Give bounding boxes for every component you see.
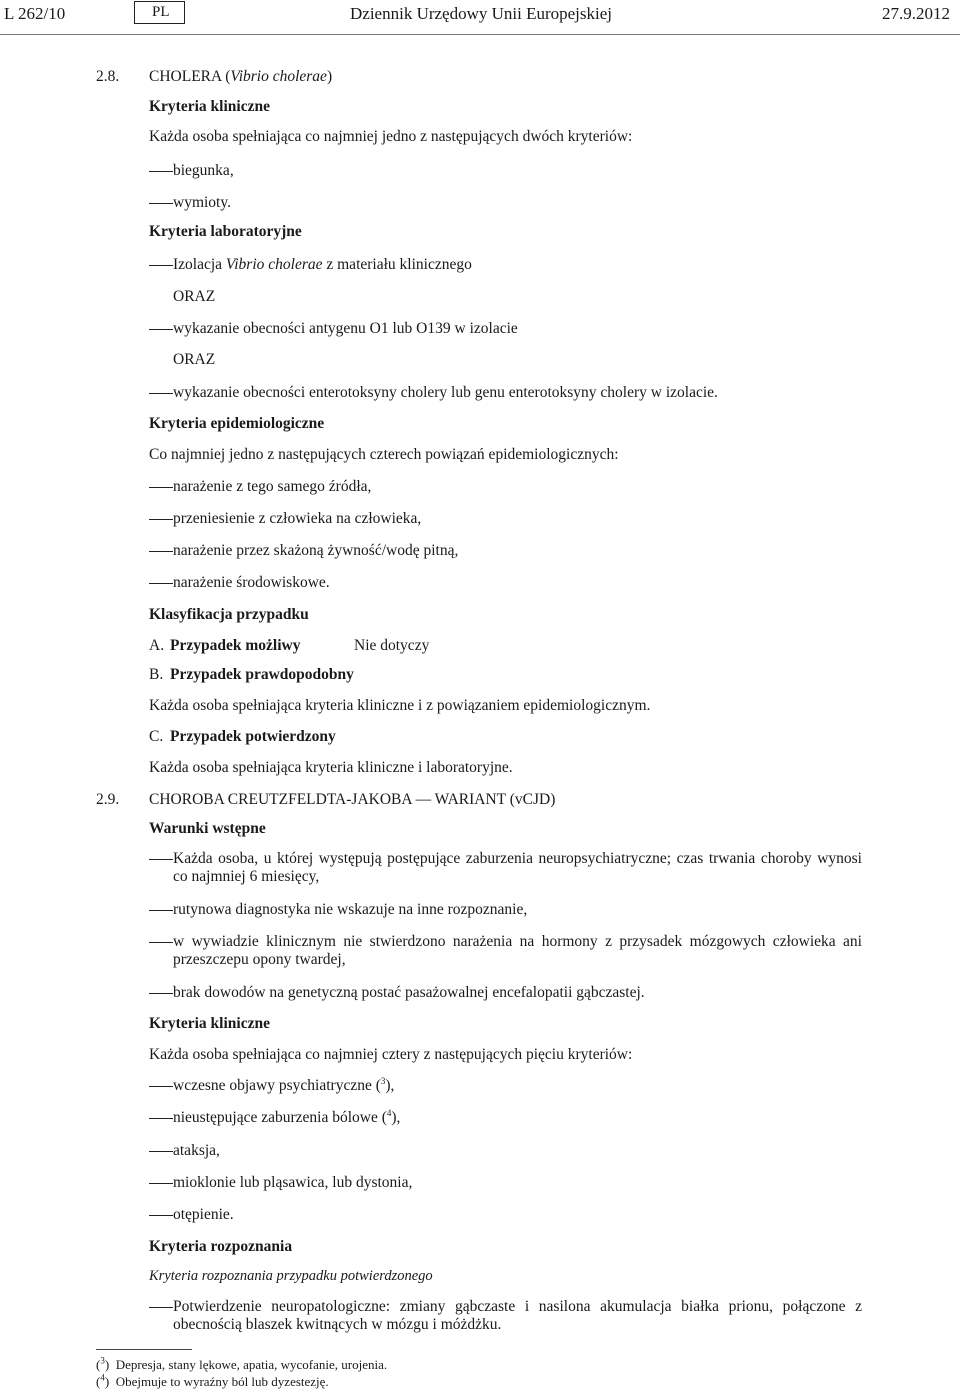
list-item: nieustępujące zaburzenia bólowe ($^4$), xyxy=(173,1107,401,1126)
dash-marker xyxy=(149,1086,173,1087)
case-b-text: Każda osoba spełniająca kryteria kliniczne i z powiązaniem epidemiologicznym. xyxy=(149,697,651,714)
case-b-label: Przypadek prawdopodobny xyxy=(170,666,354,683)
publication-date: 27.9.2012 xyxy=(882,4,950,23)
footnote-ref: 4 xyxy=(386,1107,392,1118)
section-number: 2.8. xyxy=(96,68,120,85)
dash-marker xyxy=(149,393,173,394)
list-item: Potwierdzenie neuropatologiczne: zmiany gąbczaste i nasilona akumulacja białka prionu, połączone z obecnością blaszek kwitnących w mózgu i móżdżku. xyxy=(173,1298,862,1333)
list-item: Izolacja Vibrio cholerae z materiału klinicznego xyxy=(173,256,472,273)
footnote: ($^4$) Obejmuje to wyraźny ból lub dyzestezję. xyxy=(96,1372,329,1389)
list-item: wymioty. xyxy=(173,194,231,211)
dash-marker xyxy=(149,329,173,330)
dash-marker xyxy=(149,1183,173,1184)
clinical-criteria-heading: Kryteria kliniczne xyxy=(149,1015,270,1032)
clinical-intro: Każda osoba spełniająca co najmniej jedno z następujących dwóch kryteriów: xyxy=(149,128,633,145)
case-c-label: Przypadek potwierdzony xyxy=(170,728,336,745)
header-rule xyxy=(0,34,960,35)
list-item: wykazanie obecności enterotoksyny cholery lub genu enterotoksyny cholery w izolacie. xyxy=(173,384,718,401)
dash-marker xyxy=(149,942,173,943)
dash-marker xyxy=(149,1118,173,1119)
list-item: mioklonie lub pląsawica, lub dystonia, xyxy=(173,1174,413,1191)
dash-marker xyxy=(149,265,173,266)
list-item: brak dowodów na genetyczną postać pasażowalnej encefalopatii gąbczastej. xyxy=(173,984,645,1001)
list-item: w wywiadzie klinicznym nie stwierdzono narażenia na hormony z przysadek mózgowych człowieka ani przeszczepu opony twardej, xyxy=(173,933,862,968)
list-item: narażenie przez skażoną żywność/wodę pitną, xyxy=(173,542,459,559)
dash-marker xyxy=(149,1307,173,1308)
list-item: rutynowa diagnostyka nie wskazuje na inne rozpoznanie, xyxy=(173,901,528,918)
list-item: wczesne objawy psychiatryczne ($^3$), xyxy=(173,1075,395,1094)
oraz-connector: ORAZ xyxy=(173,288,216,305)
dash-marker xyxy=(149,993,173,994)
dash-marker xyxy=(149,859,173,860)
dash-marker xyxy=(149,910,173,911)
list-item: narażenie z tego samego źródła, xyxy=(173,478,372,495)
clinical-intro: Każda osoba spełniająca co najmniej cztery z następujących pięciu kryteriów: xyxy=(149,1046,633,1063)
case-a-value: Nie dotyczy xyxy=(354,637,430,654)
dash-marker xyxy=(149,1215,173,1216)
section-number: 2.9. xyxy=(96,791,120,808)
list-item: przeniesienie z człowieka na człowieka, xyxy=(173,510,422,527)
case-a-letter: A. xyxy=(149,637,165,654)
dash-marker xyxy=(149,1151,173,1152)
case-c-text: Każda osoba spełniająca kryteria kliniczne i laboratoryjne. xyxy=(149,759,513,776)
list-item: otępienie. xyxy=(173,1206,234,1223)
list-item: ataksja, xyxy=(173,1142,220,1159)
footnote-rule xyxy=(96,1349,192,1350)
dash-marker xyxy=(149,203,173,204)
diagnostic-criteria-heading: Kryteria rozpoznania xyxy=(149,1238,293,1255)
case-a-label: Przypadek możliwy xyxy=(170,637,301,654)
footnote: ($^3$) Depresja, stany lękowe, apatia, wycofanie, urojenia. xyxy=(96,1355,388,1372)
dash-marker xyxy=(149,171,173,172)
section-title: CHOROBA CREUTZFELDTA-JAKOBA — WARIANT (vCJD) xyxy=(149,791,556,808)
lab-criteria-heading: Kryteria laboratoryjne xyxy=(149,223,302,240)
section-title: CHOLERA (Vibrio cholerae) xyxy=(149,68,333,85)
clinical-criteria-heading: Kryteria kliniczne xyxy=(149,98,270,115)
epi-criteria-heading: Kryteria epidemiologiczne xyxy=(149,415,325,432)
dash-marker xyxy=(149,583,173,584)
dash-marker xyxy=(149,519,173,520)
dash-marker xyxy=(149,551,173,552)
list-item: Każda osoba, u której występują postępujące zaburzenia neuropsychiatryczne; czas trwania choroby wynosi co najmniej 6 miesięcy, xyxy=(173,850,862,885)
page-reference: L 262/10 xyxy=(4,4,66,23)
list-item: wykazanie obecności antygenu O1 lub O139 w izolacie xyxy=(173,320,518,337)
case-b-letter: B. xyxy=(149,666,164,683)
list-item: biegunka, xyxy=(173,162,234,179)
epi-intro: Co najmniej jedno z następujących czterech powiązań epidemiologicznych: xyxy=(149,446,619,463)
language-code: PL xyxy=(152,4,170,20)
list-item: narażenie środowiskowe. xyxy=(173,574,330,591)
journal-title: Dziennik Urzędowy Unii Europejskiej xyxy=(350,4,613,23)
oraz-connector: ORAZ xyxy=(173,351,216,368)
footnote-ref: 3 xyxy=(380,1075,386,1086)
case-c-letter: C. xyxy=(149,728,164,745)
diagnostic-subheading: Kryteria rozpoznania przypadku potwierdzonego xyxy=(149,1268,433,1284)
dash-marker xyxy=(149,487,173,488)
case-classification-heading: Klasyfikacja przypadku xyxy=(149,606,309,623)
preconditions-heading: Warunki wstępne xyxy=(149,820,266,837)
